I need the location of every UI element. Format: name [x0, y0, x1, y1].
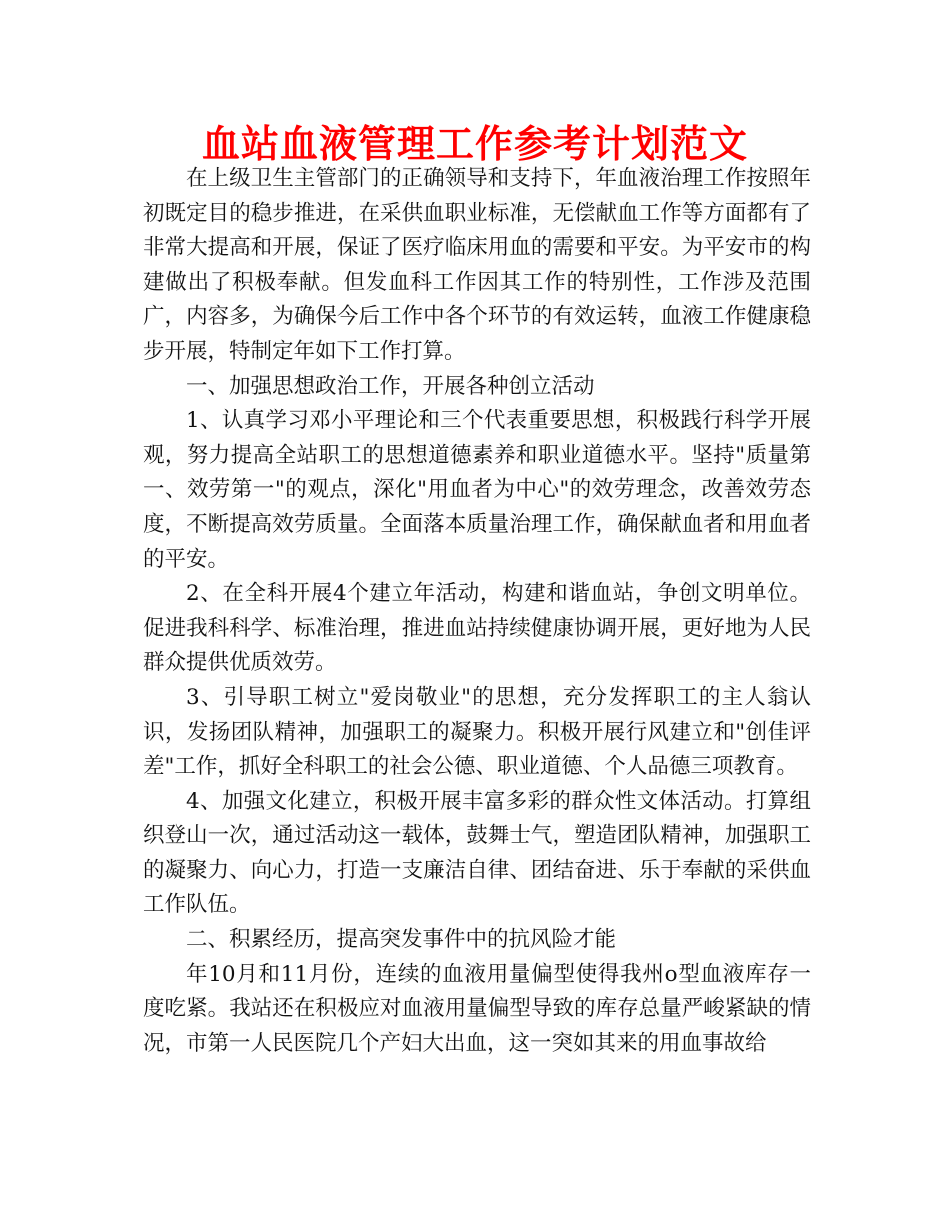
paragraph-item-3: 3、引导职工树立"爱岗敬业"的思想，充分发挥职工的主人翁认识，发扬团队精神，加强职工的凝聚力。积极开展行风建立和"创佳评差"工作，抓好全科职工的社会公德、职业道德、个人品德三项教育。 — [143, 684, 811, 780]
paragraph-section-2: 年10月和11月份，连续的血液用量偏型使得我州o型血液库存一度吃紧。我站还在积极应对血液用量偏型导致的库存总量严峻紧缺的情况，市第一人民医院几个产妇大出血，这一突如其来的用血事故给 — [143, 961, 811, 1056]
paragraph-intro: 在上级卫生主管部门的正确领导和支持下，年血液治理工作按照年初既定目的稳步推进，在采供血职业标准，无偿献血工作等方面都有了非常大提高和开展，保证了医疗临床用血的需要和平安。为平安市的构建做出了积极奉献。但发血科工作因其工作的特别性，工作涉及范围广，内容多，为确保今后工作中各个环节的有效运转，血液工作健康稳步开展，特制定年如下工作打算。 — [143, 166, 811, 364]
section-heading-1: 一、加强思想政治工作，开展各种创立活动 — [186, 373, 595, 399]
document-title: 血站血液管理工作参考计划范文 — [201, 122, 748, 166]
paragraph-item-1: 1、认真学习邓小平理论和三个代表重要思想，积极践行科学开展观，努力提高全站职工的思想道德素养和职业道德水平。坚持"质量第一、效劳第一"的观点，深化"用血者为中心"的效劳理念，改善效劳态度，不断提高效劳质量。全面落本质量治理工作，确保献血者和用血者的平安。 — [143, 408, 811, 572]
paragraph-item-2: 2、在全科开展4个建立年活动，构建和谐血站，争创文明单位。促进我科科学、标准治理，推进血站持续健康协调开展，更好地为人民群众提供优质效劳。 — [143, 581, 811, 676]
document-body — [143, 162, 811, 1061]
section-heading-2: 二、积累经历，提高突发事件中的抗风险才能 — [186, 927, 617, 953]
paragraph-item-4: 4、加强文化建立，积极开展丰富多彩的群众性文体活动。打算组织登山一次，通过活动这一载体，鼓舞士气，塑造团队精神，加强职工的凝聚力、向心力，打造一支廉洁自律、团结奋进、乐于奉献的采供血工作队伍。 — [143, 788, 811, 918]
